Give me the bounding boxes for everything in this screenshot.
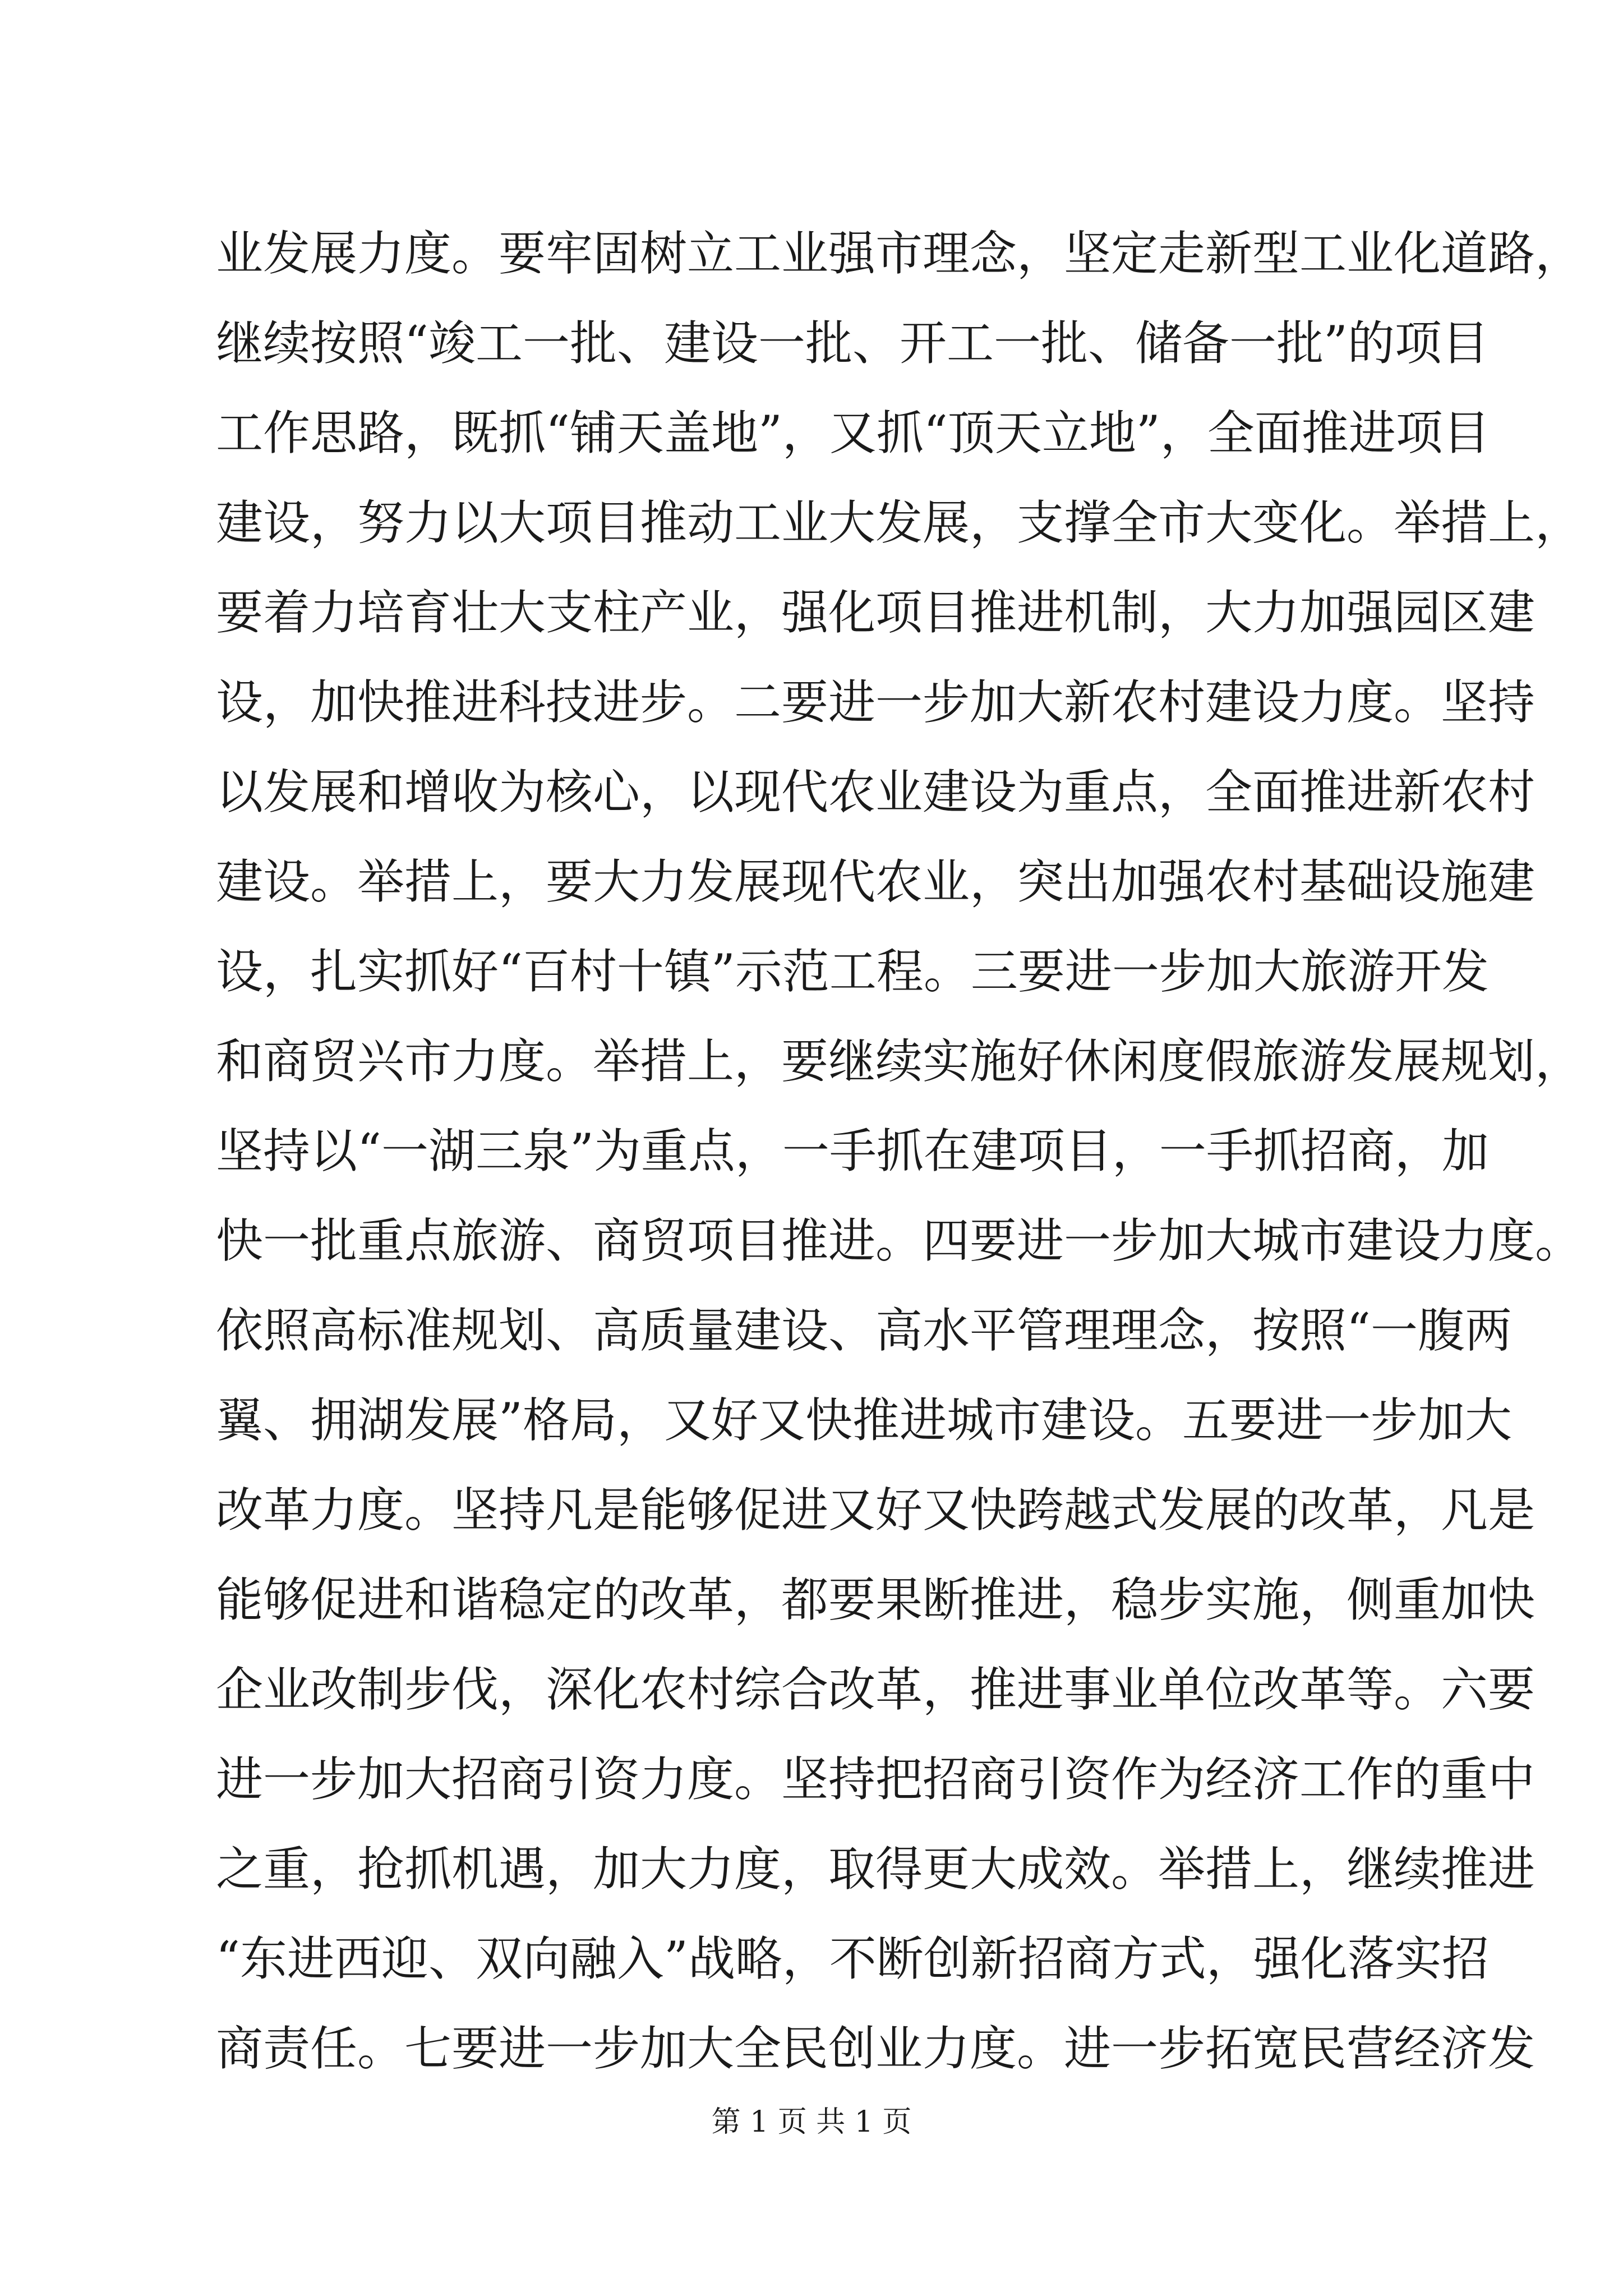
text-line: 继续按照“竣工一批、建设一批、开工一批、储备一批”的项目 (216, 316, 1489, 371)
text-line: 快一批重点旅游、商贸项目推进。四要进一步加大城市建设力度。 (216, 1213, 1583, 1268)
page-number: 第 1 页 共 1 页 (711, 2105, 912, 2139)
text-line: 之重，抢抓机遇，加大力度，取得更大成效。举措上，继续推进 (216, 1842, 1536, 1897)
text-line: 工作思路，既抓“铺天盖地”，又抓“顶天立地”，全面推进项目 (216, 406, 1490, 461)
text-line: 业发展力度。要牢固树立工业强市理念，坚定走新型工业化道路， (216, 226, 1583, 281)
page-footer (0, 2102, 1623, 2142)
text-line: 建设。举措上，要大力发展现代农业，突出加强农村基础设施建 (216, 854, 1536, 909)
text-line: 要着力培育壮大支柱产业，强化项目推进机制，大力加强园区建 (216, 585, 1536, 640)
text-line: 以发展和增收为核心，以现代农业建设为重点，全面推进新农村 (216, 765, 1536, 820)
text-line: 坚持以“一湖三泉”为重点，一手抓在建项目，一手抓招商，加 (216, 1124, 1489, 1179)
text-line: 企业改制步伐，深化农村综合改革，推进事业单位改革等。六要 (216, 1662, 1536, 1717)
text-line: 设，扎实抓好“百村十镇”示范工程。三要进一步加大旅游开发 (216, 944, 1489, 999)
text-line: 和商贸兴市力度。举措上，要继续实施好休闲度假旅游发展规划， (216, 1034, 1583, 1089)
text-line: 建设，努力以大项目推动工业大发展，支撑全市大变化。举措上， (216, 495, 1583, 550)
text-line: 改革力度。坚持凡是能够促进又好又快跨越式发展的改革，凡是 (216, 1483, 1536, 1538)
text-line: 翼、拥湖发展”格局，又好又快推进城市建设。五要进一步加大 (216, 1393, 1512, 1448)
text-line: 商责任。七要进一步加大全民创业力度。进一步拓宽民营经济发 (216, 2021, 1536, 2076)
text-line: 能够促进和谐稳定的改革，都要果断推进，稳步实施，侧重加快 (216, 1572, 1536, 1627)
text-line: 进一步加大招商引资力度。坚持把招商引资作为经济工作的重中 (216, 1752, 1536, 1807)
body-text (216, 209, 1583, 2093)
text-line: “东进西迎、双向融入”战略，不断创新招商方式，强化落实招 (216, 1931, 1489, 1986)
text-line: 设，加快推进科技进步。二要进一步加大新农村建设力度。坚持 (216, 675, 1536, 730)
text-line: 依照高标准规划、高质量建设、高水平管理理念，按照“一腹两 (216, 1303, 1512, 1358)
